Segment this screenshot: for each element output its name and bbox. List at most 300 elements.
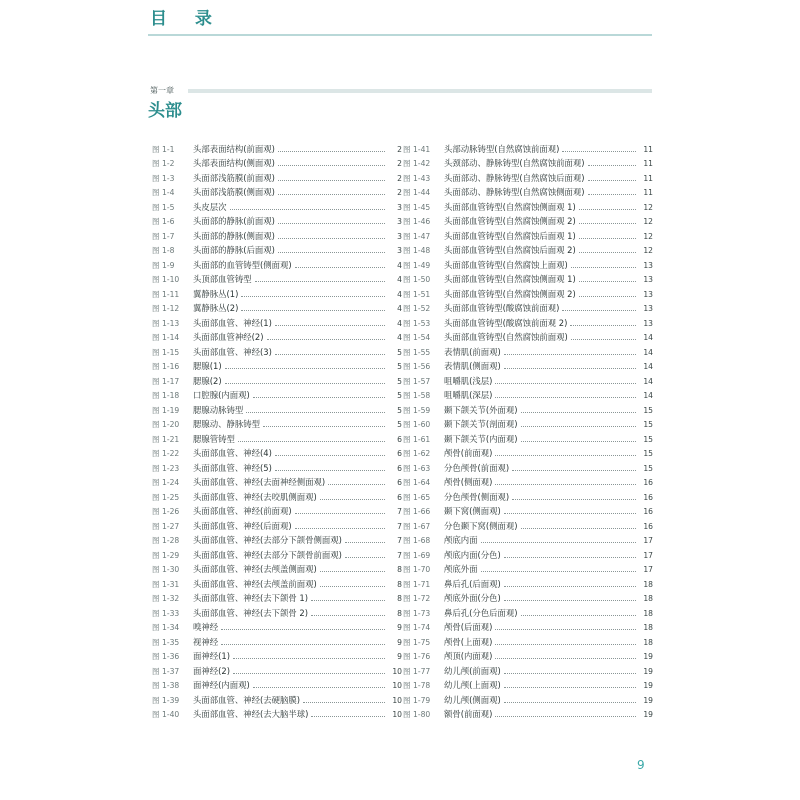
toc-entry[interactable] [152, 604, 402, 619]
dot-leader [230, 209, 386, 210]
figure-page-number: 16 [643, 521, 653, 531]
figure-title: 头部动脉铸型(自然腐蚀前面观) [444, 143, 560, 154]
figure-title: 头顶部血管铸型 [193, 274, 252, 284]
toc-entry[interactable] [152, 459, 402, 474]
dot-leader [588, 180, 636, 181]
toc-entry[interactable] [152, 314, 402, 329]
figure-title: 头面部血管铸型(自然腐蚀侧面观 2) [444, 288, 576, 299]
figure-title: 颞下颌关节(外面观) [444, 404, 518, 415]
figure-title: 颅骨(侧面观) [444, 477, 493, 487]
page-title: 目 录 [150, 9, 223, 29]
figure-title: 头面部的静脉(后面观) [193, 245, 275, 255]
figure-title: 头面部血管铸型(自然腐蚀侧面观 1) [444, 274, 576, 284]
figure-number: 图 1-25 [152, 492, 180, 502]
figure-number: 图 1-12 [152, 304, 180, 313]
figure-page-number: 15 [643, 463, 653, 473]
toc-entry[interactable] [403, 343, 653, 358]
figure-number: 图 1-26 [152, 507, 180, 516]
toc-entry[interactable] [152, 155, 402, 170]
figure-number: 图 1-60 [403, 420, 431, 429]
dot-leader [278, 180, 385, 181]
figure-page-number: 17 [643, 550, 653, 560]
figure-number: 图 1-68 [403, 536, 431, 545]
toc-entry[interactable] [403, 329, 653, 344]
toc-entry[interactable] [152, 474, 402, 489]
figure-number: 图 1-53 [403, 318, 431, 328]
figure-page-number: 3 [397, 231, 402, 241]
figure-page-number: 6 [397, 478, 402, 487]
figure-page-number: 18 [643, 608, 653, 618]
figure-title: 头面部浅筋膜(前面观) [193, 172, 275, 183]
figure-page-number: 14 [643, 376, 653, 386]
figure-page-number: 4 [397, 333, 402, 342]
figure-page-number: 13 [643, 318, 653, 328]
toc-entry[interactable] [152, 285, 402, 300]
figure-title: 分色颞下窝(侧面观) [444, 520, 518, 531]
figure-page-number: 15 [643, 420, 653, 429]
toc-entry[interactable] [152, 329, 402, 344]
figure-page-number: 18 [643, 623, 653, 632]
figure-title: 头面部血管、神经(去部分下颌骨侧面观) [193, 535, 342, 545]
dot-leader [278, 223, 385, 224]
figure-number: 图 1-22 [152, 449, 180, 458]
dot-leader [275, 455, 385, 456]
dot-leader [311, 600, 385, 601]
dot-leader [504, 687, 636, 688]
toc-entry[interactable] [403, 517, 653, 532]
dot-leader [275, 354, 385, 355]
figure-page-number: 14 [643, 362, 653, 371]
toc-entry[interactable] [403, 358, 653, 373]
figure-title: 头面部血管、神经(去部分下颌骨前面观) [193, 549, 342, 560]
figure-number: 图 1-29 [152, 550, 180, 560]
figure-page-number: 3 [397, 246, 402, 255]
toc-entry[interactable] [403, 184, 653, 199]
figure-page-number: 19 [643, 681, 653, 690]
figure-title: 头面部血管铸型(自然腐蚀后面观 2) [444, 245, 576, 255]
figure-title: 头面部血管铸型(自然腐蚀侧面观 2) [444, 216, 576, 226]
figure-page-number: 2 [397, 159, 402, 168]
dot-leader [278, 151, 385, 152]
toc-entry[interactable] [152, 227, 402, 242]
toc-entry[interactable] [152, 590, 402, 605]
figure-title: 腮腺管铸型 [193, 433, 235, 444]
figure-page-number: 19 [643, 652, 653, 661]
dot-leader [521, 615, 636, 616]
toc-entry[interactable] [152, 300, 402, 315]
figure-number: 图 1-37 [152, 666, 180, 676]
figure-title: 咀嚼肌(深层) [444, 390, 493, 400]
toc-entry[interactable] [403, 198, 653, 213]
dot-leader [295, 267, 385, 268]
dot-leader [512, 499, 636, 500]
dot-leader [275, 325, 385, 326]
dot-leader [241, 296, 385, 297]
dot-leader [295, 528, 385, 529]
toc-entry[interactable] [152, 256, 402, 271]
toc-entry[interactable] [403, 387, 653, 402]
figure-page-number: 19 [643, 710, 653, 719]
figure-title: 颅底外面(分色) [444, 593, 501, 603]
figure-number: 图 1-35 [152, 637, 180, 647]
toc-entry[interactable] [403, 169, 653, 184]
toc-entry[interactable] [403, 372, 653, 387]
dot-leader [225, 383, 385, 384]
toc-entry[interactable] [152, 706, 402, 721]
figure-number: 图 1-52 [403, 304, 431, 313]
dot-leader [495, 716, 636, 717]
figure-page-number: 10 [392, 666, 402, 676]
dot-leader [562, 310, 636, 311]
figure-title: 颅骨(后面观) [444, 622, 493, 632]
figure-page-number: 2 [397, 144, 402, 154]
page-number: 9 [637, 758, 645, 772]
toc-entry[interactable] [403, 416, 653, 431]
figure-page-number: 10 [392, 695, 402, 705]
figure-number: 图 1-40 [152, 710, 180, 719]
figure-number: 图 1-49 [403, 260, 431, 270]
toc-entry[interactable] [403, 474, 653, 489]
chapter-divider [188, 89, 652, 93]
dot-leader [579, 296, 636, 297]
figure-number: 图 1-11 [152, 289, 180, 299]
dot-leader [311, 615, 385, 616]
figure-number: 图 1-78 [403, 681, 431, 690]
dot-leader [504, 702, 636, 703]
figure-title: 头面部血管、神经(1) [193, 317, 272, 328]
figure-number: 图 1-30 [152, 565, 180, 574]
figure-title: 颅底外面 [444, 564, 478, 574]
figure-number: 图 1-51 [403, 289, 431, 299]
figure-page-number: 14 [643, 347, 653, 357]
toc-entry[interactable] [403, 691, 653, 706]
toc-entry[interactable] [152, 575, 402, 590]
toc-entry[interactable] [403, 488, 653, 503]
toc-entry[interactable] [152, 184, 402, 199]
dot-leader [521, 412, 636, 413]
toc-entry[interactable] [403, 619, 653, 634]
figure-number: 图 1-36 [152, 652, 180, 661]
toc-entry[interactable] [403, 633, 653, 648]
dot-leader [495, 383, 636, 384]
figure-title: 腮腺(1) [193, 361, 222, 371]
figure-page-number: 11 [643, 188, 653, 197]
dot-leader [579, 238, 636, 239]
toc-entry[interactable] [403, 677, 653, 692]
toc-entry[interactable] [152, 561, 402, 576]
figure-number: 图 1-72 [403, 594, 431, 603]
figure-title: 头面部血管铸型(自然腐蚀上面观) [444, 259, 568, 270]
figure-page-number: 13 [643, 304, 653, 313]
figure-number: 图 1-28 [152, 536, 180, 545]
dot-leader [521, 528, 636, 529]
figure-title: 头面部血管、神经(前面观) [193, 506, 292, 516]
dot-leader [571, 339, 636, 340]
toc-entry[interactable] [403, 314, 653, 329]
toc-entry[interactable] [403, 604, 653, 619]
toc-entry[interactable] [152, 517, 402, 532]
dot-leader [495, 658, 636, 659]
toc-entry[interactable] [152, 445, 402, 460]
figure-title: 头面部浅筋膜(侧面观) [193, 187, 275, 197]
toc-entry[interactable] [403, 706, 653, 721]
figure-title: 头面部血管、神经(4) [193, 448, 272, 458]
toc-entry[interactable] [403, 532, 653, 547]
dot-leader [570, 325, 636, 326]
dot-leader [495, 644, 636, 645]
toc-entry[interactable] [152, 271, 402, 286]
figure-number: 图 1-41 [403, 144, 431, 154]
dot-leader [328, 484, 385, 485]
figure-page-number: 12 [643, 246, 653, 255]
figure-number: 图 1-79 [403, 695, 431, 705]
figure-title: 头面部血管、神经(后面观) [193, 520, 292, 531]
chapter-title: 头部 [148, 101, 182, 121]
figure-title: 表情肌(侧面观) [444, 361, 501, 371]
toc-entry[interactable] [403, 503, 653, 518]
toc-entry[interactable] [403, 445, 653, 460]
dot-leader [221, 629, 385, 630]
toc-entry[interactable] [152, 648, 402, 663]
toc-entry[interactable] [152, 198, 402, 213]
figure-number: 图 1-27 [152, 521, 180, 531]
figure-page-number: 7 [397, 507, 402, 516]
dot-leader [521, 441, 636, 442]
toc-entry[interactable] [152, 387, 402, 402]
figure-number: 图 1-75 [403, 637, 431, 647]
figure-number: 图 1-46 [403, 217, 431, 226]
figure-title: 头面部的静脉(前面观) [193, 216, 275, 226]
figure-page-number: 12 [643, 202, 653, 212]
figure-title: 颞下颌关节(内面观) [444, 433, 518, 444]
figure-number: 图 1-20 [152, 420, 180, 429]
toc-entry[interactable] [152, 401, 402, 416]
figure-title: 头部表面结构(前面观) [193, 143, 275, 154]
dot-leader [504, 354, 636, 355]
figure-number: 图 1-24 [152, 478, 180, 487]
toc-left-column [152, 140, 402, 720]
figure-number: 图 1-47 [403, 231, 431, 241]
dot-leader [278, 194, 385, 195]
toc-entry[interactable] [152, 343, 402, 358]
toc-entry[interactable] [403, 155, 653, 170]
dot-leader [588, 165, 636, 166]
toc-entry[interactable] [403, 648, 653, 663]
figure-title: 头面部血管、神经(去面神经侧面观) [193, 477, 326, 487]
figure-title: 分色颅骨(侧面观) [444, 491, 510, 502]
dot-leader [275, 470, 385, 471]
figure-number: 图 1-58 [403, 391, 431, 400]
figure-page-number: 4 [397, 318, 402, 328]
figure-title: 鼻后孔(分色后面观) [444, 607, 518, 618]
figure-title: 头面部血管、神经(去下颌骨 2) [193, 607, 309, 618]
toc-entry[interactable] [403, 300, 653, 315]
toc-entry[interactable] [403, 590, 653, 605]
dot-leader [481, 571, 637, 572]
toc-entry[interactable] [152, 430, 402, 445]
figure-number: 图 1-62 [403, 449, 431, 458]
toc-entry[interactable] [403, 140, 653, 155]
toc-entry[interactable] [152, 169, 402, 184]
dot-leader [320, 586, 385, 587]
figure-page-number: 18 [643, 579, 653, 589]
figure-number: 图 1-80 [403, 710, 431, 719]
figure-title: 头面部血管、神经(5) [193, 462, 272, 473]
figure-number: 图 1-18 [152, 391, 180, 400]
figure-page-number: 15 [643, 405, 653, 415]
dot-leader [253, 397, 385, 398]
figure-page-number: 13 [643, 260, 653, 270]
figure-title: 腮腺动、静脉铸型 [193, 419, 260, 429]
figure-page-number: 19 [643, 666, 653, 676]
figure-page-number: 4 [397, 275, 402, 284]
figure-title: 额骨(前面观) [444, 709, 493, 719]
toc-entry[interactable] [152, 662, 402, 677]
figure-page-number: 5 [397, 362, 402, 371]
toc-entry[interactable] [403, 227, 653, 242]
toc-entry[interactable] [152, 358, 402, 373]
dot-leader [579, 223, 636, 224]
figure-page-number: 12 [643, 217, 653, 226]
figure-title: 颅底内面 [444, 535, 478, 545]
figure-title: 视神经 [193, 636, 219, 647]
toc-entry[interactable] [403, 575, 653, 590]
toc-entry[interactable] [152, 691, 402, 706]
dot-leader [504, 673, 636, 674]
toc-entry[interactable] [152, 532, 402, 547]
figure-title: 头面部血管、神经(去大脑半球) [193, 709, 309, 719]
toc-entry[interactable] [152, 619, 402, 634]
figure-number: 图 1-50 [403, 275, 431, 284]
dot-leader [504, 600, 636, 601]
figure-title: 表情肌(前面观) [444, 346, 501, 357]
figure-page-number: 15 [643, 449, 653, 458]
toc-right-column [403, 140, 653, 720]
figure-number: 图 1-10 [152, 275, 180, 284]
dot-leader [562, 151, 636, 152]
figure-page-number: 8 [397, 565, 402, 574]
toc-entry[interactable] [403, 401, 653, 416]
dot-leader [311, 716, 385, 717]
toc-entry[interactable] [403, 256, 653, 271]
figure-page-number: 11 [643, 173, 653, 183]
dot-leader [253, 687, 385, 688]
toc-entry[interactable] [403, 662, 653, 677]
toc-entry[interactable] [152, 546, 402, 561]
figure-number: 图 1-73 [403, 608, 431, 618]
toc-entry[interactable] [403, 213, 653, 228]
figure-page-number: 8 [397, 594, 402, 603]
figure-page-number: 16 [643, 507, 653, 516]
dot-leader [303, 702, 385, 703]
dot-leader [233, 658, 385, 659]
toc-entry[interactable] [152, 677, 402, 692]
figure-number: 图 1-13 [152, 318, 180, 328]
figure-number: 图 1-45 [403, 202, 431, 212]
figure-number: 图 1-44 [403, 188, 431, 197]
figure-number: 图 1-17 [152, 376, 180, 386]
dot-leader [571, 267, 636, 268]
figure-title: 面神经(内面观) [193, 680, 250, 690]
figure-number: 图 1-42 [403, 159, 431, 168]
toc-entry[interactable] [403, 285, 653, 300]
dot-leader [267, 339, 386, 340]
figure-page-number: 6 [397, 463, 402, 473]
figure-number: 图 1-48 [403, 246, 431, 255]
figure-number: 图 1-63 [403, 463, 431, 473]
figure-page-number: 7 [397, 521, 402, 531]
figure-title: 颅顶(内面观) [444, 651, 493, 661]
figure-number: 图 1-1 [152, 144, 175, 154]
dot-leader [345, 542, 385, 543]
toc-entry[interactable] [152, 503, 402, 518]
figure-title: 头面部血管铸型(自然腐蚀侧面观 1) [444, 201, 576, 212]
dot-leader [495, 397, 636, 398]
toc-entry[interactable] [152, 372, 402, 387]
figure-page-number: 5 [397, 405, 402, 415]
dot-leader [579, 281, 636, 282]
figure-number: 图 1-23 [152, 463, 180, 473]
toc-entry[interactable] [403, 242, 653, 257]
figure-page-number: 3 [397, 202, 402, 212]
toc-entry[interactable] [152, 416, 402, 431]
toc-entry[interactable] [403, 459, 653, 474]
figure-title: 面神经(1) [193, 651, 230, 661]
figure-page-number: 3 [397, 217, 402, 226]
toc-entry[interactable] [152, 488, 402, 503]
figure-number: 图 1-8 [152, 246, 175, 255]
dot-leader [495, 484, 636, 485]
figure-number: 图 1-56 [403, 362, 431, 371]
figure-number: 图 1-2 [152, 159, 175, 168]
figure-title: 头面部血管铸型(自然腐蚀后面观 1) [444, 230, 576, 241]
figure-page-number: 17 [643, 536, 653, 545]
figure-title: 头面部动、静脉铸型(自然腐蚀后面观) [444, 172, 585, 183]
toc-entry[interactable] [152, 242, 402, 257]
figure-page-number: 9 [397, 623, 402, 632]
figure-page-number: 12 [643, 231, 653, 241]
toc-entry[interactable] [403, 561, 653, 576]
toc-entry[interactable] [152, 140, 402, 155]
figure-title: 头面部血管铸型(酸腐蚀前面观 2) [444, 317, 568, 328]
dot-leader [579, 252, 636, 253]
figure-number: 图 1-74 [403, 623, 431, 632]
figure-page-number: 5 [397, 391, 402, 400]
figure-page-number: 2 [397, 188, 402, 197]
figure-number: 图 1-59 [403, 405, 431, 415]
dot-leader [320, 571, 385, 572]
figure-page-number: 10 [392, 710, 402, 719]
figure-title: 咀嚼肌(浅层) [444, 375, 493, 386]
toc-entry[interactable] [403, 546, 653, 561]
figure-page-number: 16 [643, 478, 653, 487]
toc-entry[interactable] [403, 430, 653, 445]
figure-title: 颅骨(前面观) [444, 448, 493, 458]
figure-number: 图 1-54 [403, 333, 431, 342]
figure-page-number: 8 [397, 608, 402, 618]
dot-leader [320, 499, 385, 500]
toc-entry[interactable] [152, 213, 402, 228]
figure-number: 图 1-16 [152, 362, 180, 371]
figure-title: 腮腺(2) [193, 375, 222, 386]
figure-title: 腮腺动脉铸型 [193, 404, 244, 415]
toc-entry[interactable] [152, 633, 402, 648]
figure-title: 头面部血管铸型(酸腐蚀前面观) [444, 303, 560, 313]
figure-number: 图 1-64 [403, 478, 431, 487]
figure-number: 图 1-43 [403, 173, 431, 183]
figure-page-number: 4 [397, 289, 402, 299]
toc-entry[interactable] [403, 271, 653, 286]
